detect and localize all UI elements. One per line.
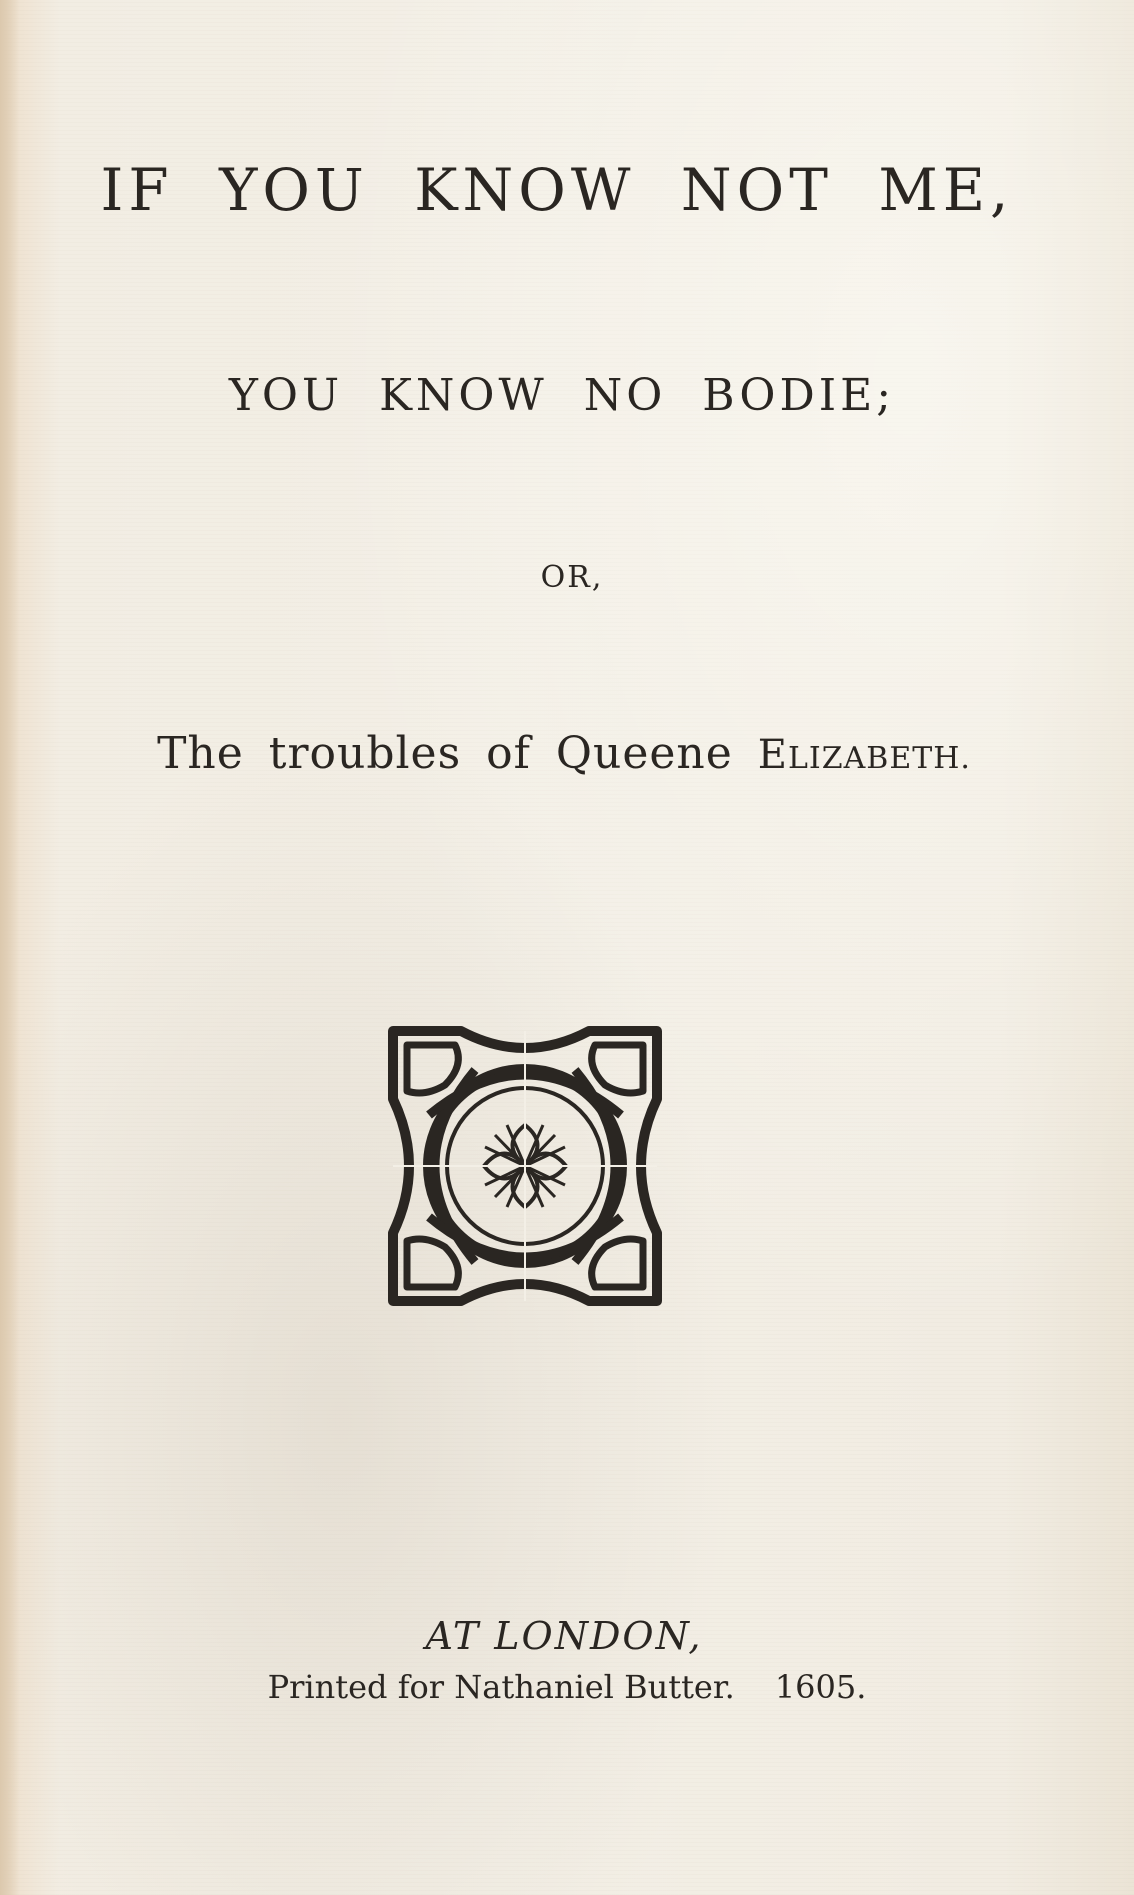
subtitle-prefix: The troubles of Queene — [157, 728, 733, 779]
subtitle-name-initial: E — [757, 732, 788, 778]
imprint-printer: Printed for Nathaniel Butter. — [267, 1668, 735, 1706]
subtitle-name-rest: LIZABETH. — [788, 741, 971, 776]
page-edge — [0, 0, 20, 1895]
printers-ornament-icon — [385, 1025, 665, 1307]
title-connector: OR, — [540, 560, 604, 595]
subtitle — [0, 728, 1134, 779]
imprint-year: 1605. — [774, 1668, 867, 1706]
title-line-1: IF YOU KNOW NOT ME, — [100, 156, 1014, 224]
imprint-place: AT LONDON, — [425, 1614, 703, 1658]
imprint-line — [0, 1668, 1134, 1706]
title-line-2: YOU KNOW NO BODIE; — [228, 370, 896, 421]
